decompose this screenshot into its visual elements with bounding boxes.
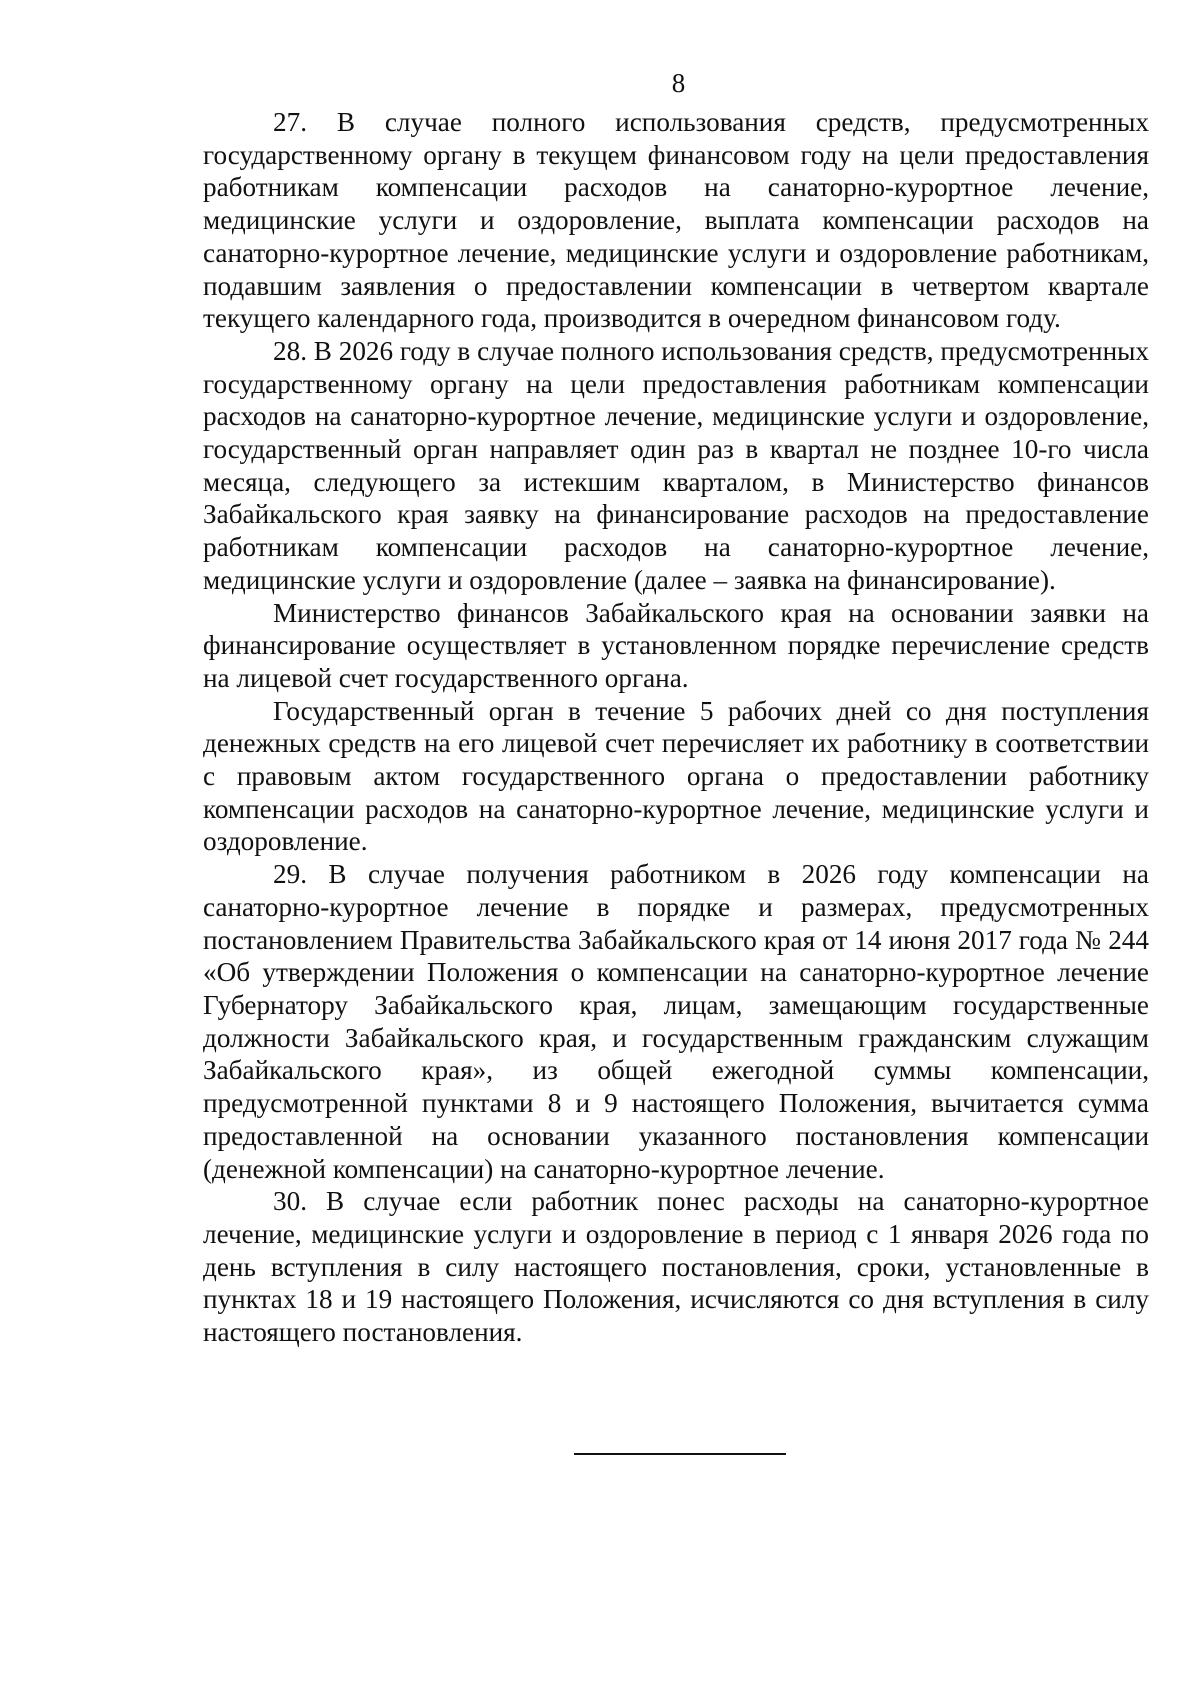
page-number: 8 [671,68,686,98]
document-body [203,106,1149,1349]
paragraph-28: 28. В 2026 году в случае полного использования средств, предусмотренных государственному органу на цели предоставления работникам компенсации расходов на санаторно-курортное лечение, медицинские услуги и оздоровление, государственный орган направляет один раз в квартал не позднее 10-го числа месяца, следующего за истекшим кварталом, в Министерство финансов Забайкальского края заявку на финансирование расходов на предоставление работникам компенсации расходов на санаторно-курортное лечение, медицинские услуги и оздоровление (далее – заявка на финансирование). [203,335,1149,595]
paragraph-28-transfer: Государственный орган в течение 5 рабочих дней со дня поступления денежных средств на его лицевой счет перечисляет их работнику в соответствии с правовым актом государственного органа о предоставлении работнику компенсации расходов на санаторно-курортное лечение, медицинские услуги и оздоровление. [203,695,1149,857]
paragraph-27: 27. В случае полного использования средств, предусмотренных государственному органу в текущем финансовом году на цели предоставления работникам компенсации расходов на санаторно-курортное лечение, медицинские услуги и оздоровление, выплата компенсации расходов на санаторно-курортное лечение, медицинские услуги и оздоровление работникам, подавшим заявления о предоставлении компенсации в четвертом квартале текущего календарного года, производится в очередном финансовом году. [203,107,1149,334]
paragraph-28-ministry: Министерство финансов Забайкальского края на основании заявки на финансирование осуществляет в установленном порядке перечисление средств на лицевой счет государственного органа. [203,597,1149,693]
end-of-document-rule [574,1453,786,1455]
paragraph-29: 29. В случае получения работником в 2026 году компенсации на санаторно-курортное лечение в порядке и размерах, предусмотренных постановлением Правительства Забайкальского края от 14 июня 2017 года № 244 «Об утверждении Положения о компенсации на санаторно-курортное лечение Губернатору Забайкальского края, лицам, замещающим государственные должности Забайкальского края, и государственным гражданским служащим Забайкальского края», из общей ежегодной суммы компенсации, предусмотренной пунктами 8 и 9 настоящего Положения, вычитается сумма предоставленной на основании указанного постановления компенсации (денежной компенсации) на санаторно-курортное лечение. [203,859,1149,1184]
paragraph-30: 30. В случае если работник понес расходы на санаторно-курортное лечение, медицинские услуги и оздоровление в период с 1 января 2026 года по день вступления в силу настоящего постановления, сроки, установленные в пунктах 18 и 19 настоящего Положения, исчисляются со дня вступления в силу настоящего постановления. [203,1186,1149,1348]
